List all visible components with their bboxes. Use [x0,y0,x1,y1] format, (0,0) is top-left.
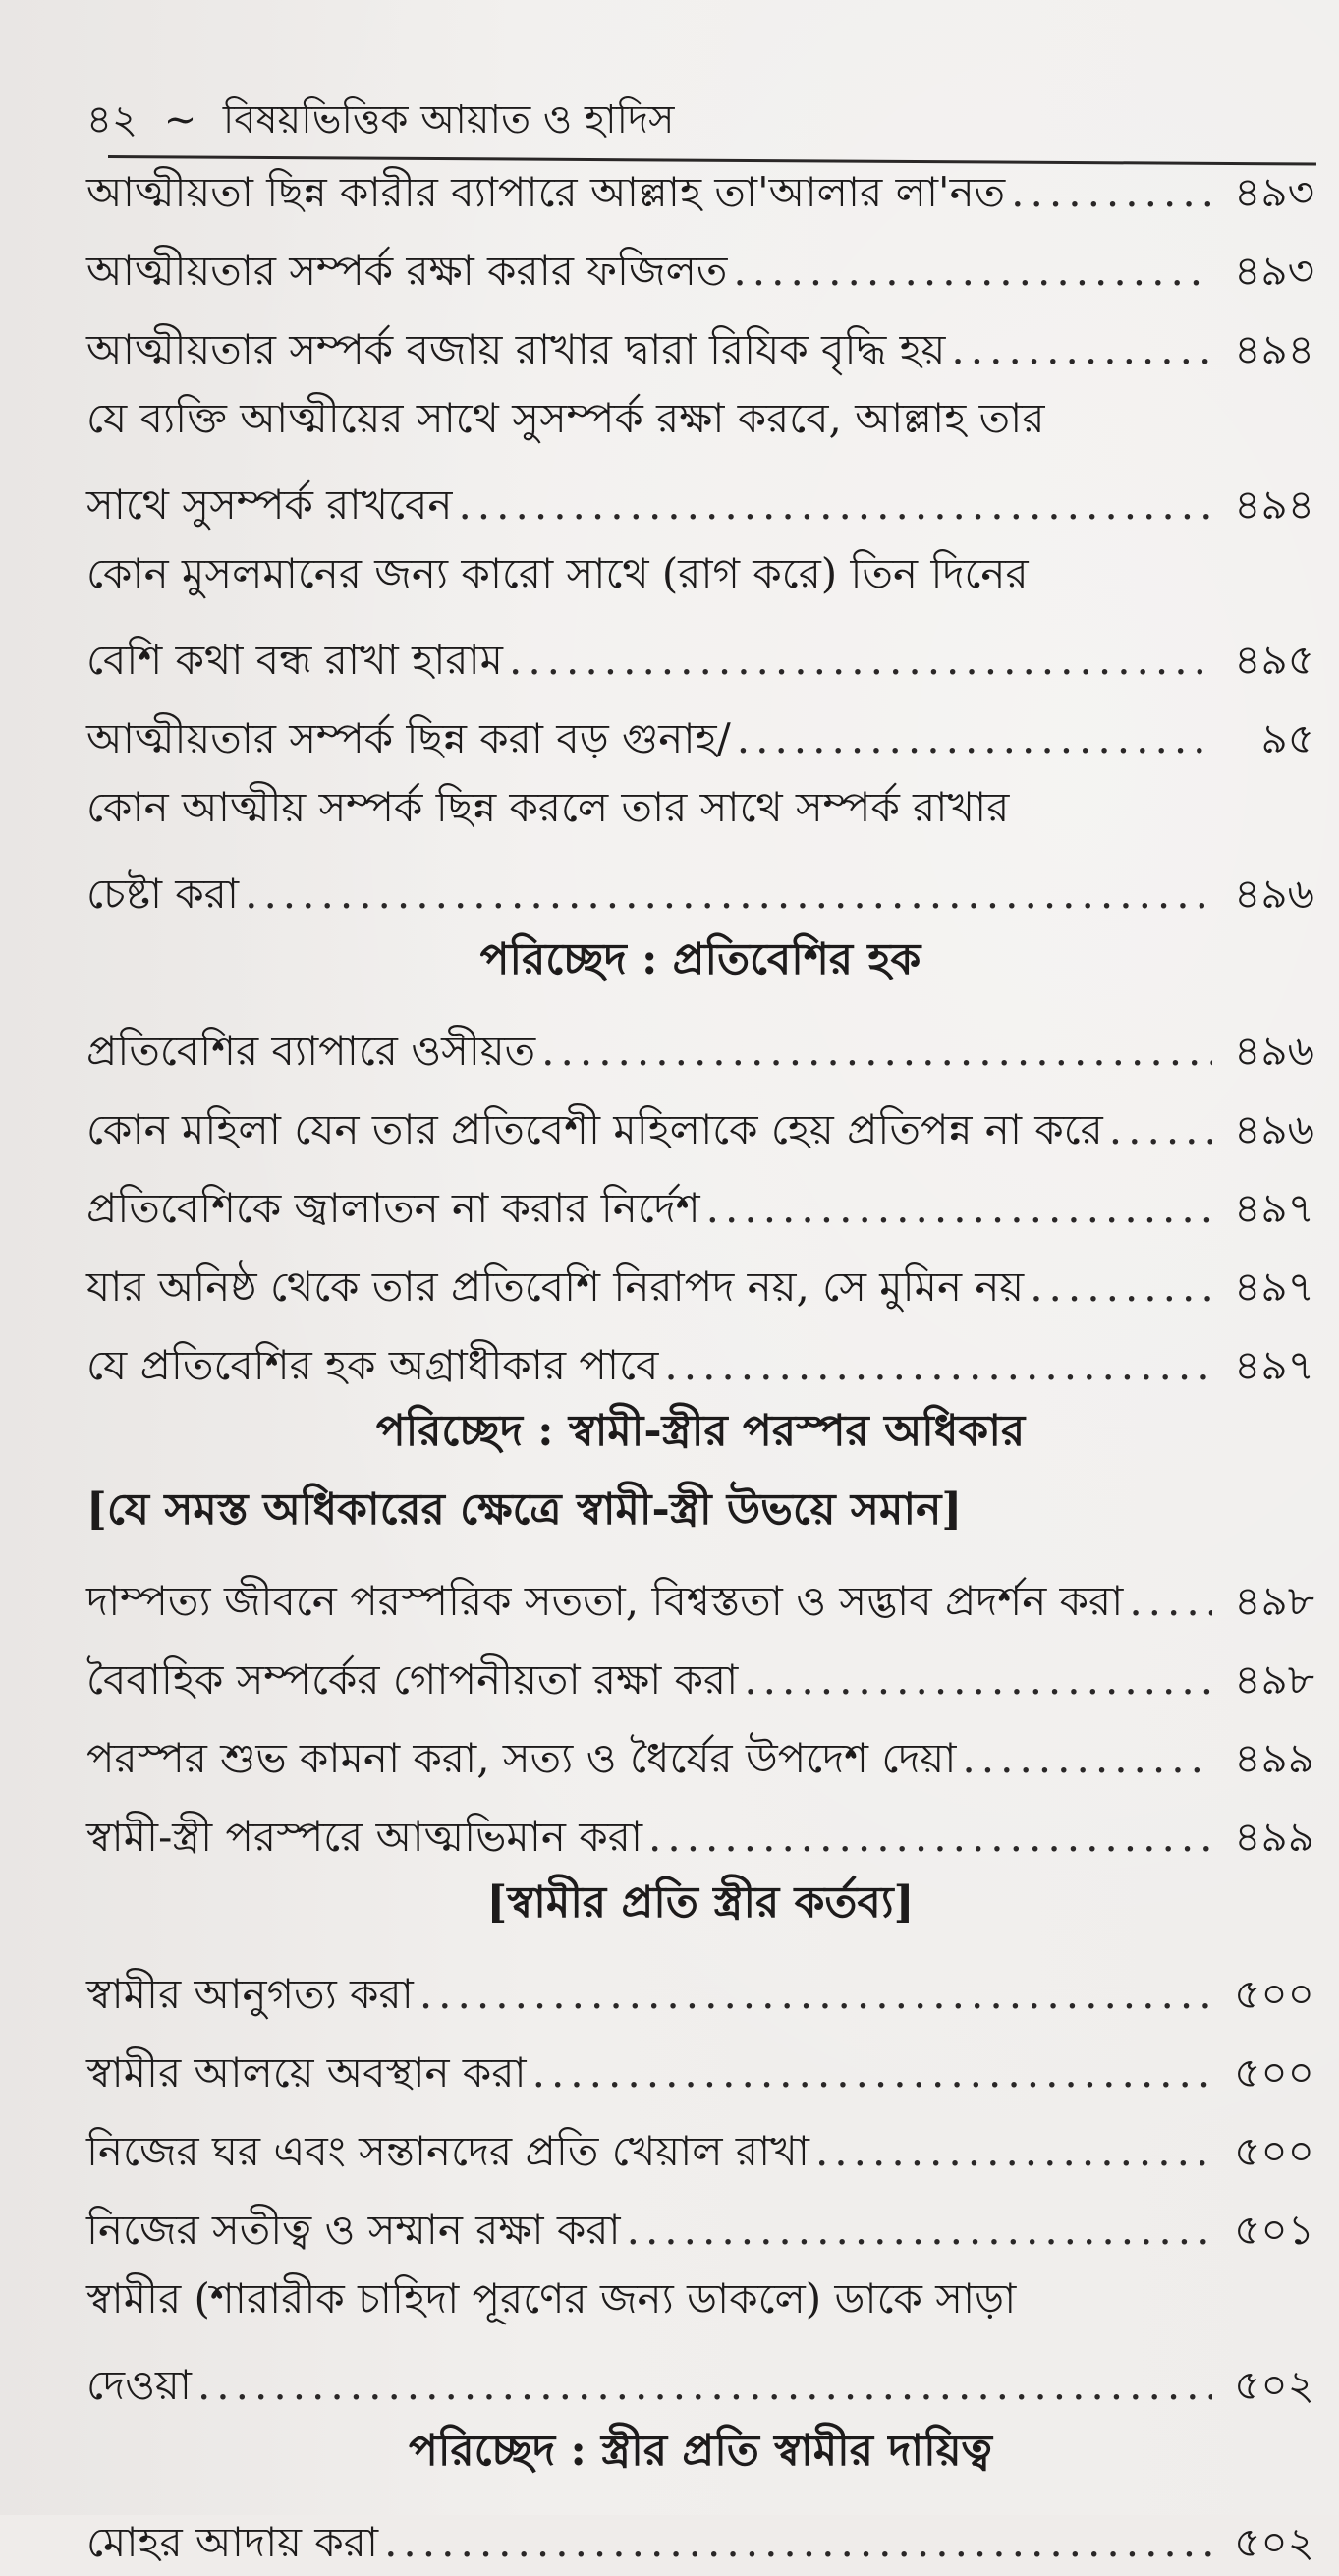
dot-leader [1030,1260,1212,1315]
toc-page-number: ৪৯৪ [1234,325,1314,373]
dot-leader [384,2515,1212,2570]
toc-entry[interactable] [86,1635,1314,1713]
dot-leader [648,1810,1212,1865]
header-separator: ~ [163,97,197,142]
dot-leader [541,1024,1212,1079]
toc-entry-title: আত্মীয়তা ছিন্ন কারীর ব্যাপারে আল্লাহ তা'আলার লা'নত [86,168,1006,216]
toc-entry-title: প্রতিবেশির ব্যাপারে ওসীয়ত [86,1027,536,1075]
toc-page-number: ৪৯৭ [1234,1262,1314,1311]
toc-entry[interactable] [86,147,1314,226]
toc-entry[interactable] [86,462,1314,538]
dot-leader [197,2358,1212,2413]
toc-entry[interactable] [86,226,1314,305]
toc-entry[interactable] [86,2185,1314,2264]
toc-page-number: ৪৯৬ [1234,1027,1314,1075]
toc-entry-title: যার অনিষ্ঠ থেকে তার প্রতিবেশি নিরাপদ নয়, সে মুমিন নয় [86,1262,1025,1311]
toc-entry[interactable] [86,1242,1314,1320]
toc-entry-title: দাম্পত্য জীবনে পরস্পরিক সততা, বিশ্বস্ততা ও সদ্ভাব প্রদর্শন করা [86,1577,1124,1625]
toc-page-number: ৪৯৪ [1234,480,1314,529]
section-heading: পরিচ্ছেদ : স্বামী-স্ত্রীর পরস্পর অধিকার [375,1406,1026,1456]
toc-page-number: ৯৫ [1260,714,1314,762]
table-of-contents [86,147,1314,2576]
dot-leader [744,1652,1212,1708]
toc-entry-title: নিজের ঘর এবং সন্তানদের প্রতি খেয়াল রাখা [86,2127,809,2175]
toc-entry-line: যে ব্যক্তি আত্মীয়ের সাথে সুসম্পর্ক রক্ষা করবে, আল্লাহ তার [86,394,1045,442]
toc-page-number: ৫০১ [1234,2206,1314,2254]
dot-leader [627,2203,1212,2258]
toc-page-number: ৪৯৯ [1234,1813,1314,1861]
toc-entry-line: স্বামীর (শারারীক চাহিদা পূরণের জন্য ডাকলে) ডাকে সাড়া [86,2274,1017,2323]
toc-entry-title: বেশি কথা বন্ধ রাখা হারাম [86,636,503,684]
toc-entry[interactable] [86,1792,1314,1871]
toc-entry-title: স্বামীর আলয়ে অবস্থান করা [86,2048,527,2097]
toc-entry[interactable] [86,1006,1314,1085]
toc-entry-title: স্বামী-স্ত্রী পরস্পরে আত্মভিমান করা [86,1813,642,1861]
toc-entry-title: চেষ্টা করা [86,869,240,918]
dot-leader [245,867,1212,922]
toc-page-number: ৪৯৯ [1234,1734,1314,1782]
toc-entry-title: প্রতিবেশিকে জ্বালাতন না করার নির্দেশ [86,1184,700,1232]
toc-entry[interactable] [86,1556,1314,1635]
toc-entry[interactable] [86,1320,1314,1399]
dot-leader [458,477,1212,532]
toc-entry-title: সাথে সুসম্পর্ক রাখবেন [86,480,453,529]
toc-page-number: ৪৯৬ [1234,869,1314,918]
section-heading: পরিচ্ছেদ : প্রতিবেশির হক [479,934,921,984]
toc-entry-title: পরস্পর শুভ কামনা করা, সত্য ও ধৈর্যের উপদেশ দেয়া [86,1734,957,1782]
header-book-title: বিষয়ভিত্তিক আয়াত ও হাদিস [222,97,675,142]
dot-leader [509,633,1212,688]
toc-page-number: ৪৯৫ [1234,636,1314,684]
dot-leader [737,711,1212,766]
toc-entry[interactable] [86,305,1314,383]
toc-page-number: ৪৯৬ [1234,1105,1314,1153]
toc-entry[interactable] [86,1949,1314,2028]
dot-leader [815,2124,1212,2179]
toc-entry[interactable] [86,2028,1314,2106]
toc-entry-title: স্বামীর আনুগত্য করা [86,1970,414,2018]
dot-leader [419,1967,1212,2022]
dot-leader [664,1338,1212,1393]
dot-leader [706,1181,1212,1236]
dot-leader [1129,1574,1212,1629]
toc-entry-title: মোহর আদায় করা [86,2518,379,2566]
toc-page-number: ৫০২ [1234,2361,1314,2409]
toc-page-number: ৪৯৩ [1234,247,1314,295]
toc-entry[interactable] [86,2342,1314,2419]
section-heading: পরিচ্ছেদ : স্ত্রীর প্রতি স্বামীর দায়িত্ব [409,2426,992,2476]
toc-page-number: ৪৯৭ [1234,1341,1314,1389]
toc-entry[interactable] [86,2106,1314,2185]
toc-entry[interactable] [86,1085,1314,1163]
toc-page-number: ৫০০ [1234,1970,1314,2018]
dot-leader [951,322,1212,377]
running-header [86,90,1305,149]
toc-page-number: ৫০০ [1234,2048,1314,2097]
toc-entry-title: দেওয়া [86,2361,192,2409]
toc-page-number: ৪৯৭ [1234,1184,1314,1232]
section-heading: [স্বামীর প্রতি স্ত্রীর কর্তব্য] [486,1877,915,1928]
toc-entry[interactable] [86,2497,1314,2576]
toc-entry-title: কোন মহিলা যেন তার প্রতিবেশী মহিলাকে হেয় প্রতিপন্ন না করে [86,1105,1103,1153]
toc-page-number: ৪৯৮ [1234,1655,1314,1704]
toc-entry-title: আত্মীয়তার সম্পর্ক ছিন্ন করা বড় গুনাহ/ [86,714,731,762]
toc-entry-title: নিজের সতীত্ব ও সম্মান রক্ষা করা [86,2206,621,2254]
dot-leader [532,2045,1212,2100]
toc-entry[interactable] [86,617,1314,694]
dot-leader [1109,1102,1212,1157]
toc-page-number: ৪৯৩ [1234,168,1314,216]
toc-page-number: ৫০০ [1234,2127,1314,2175]
toc-page-number: ৪৯৮ [1234,1577,1314,1625]
toc-entry-title: বৈবাহিক সম্পর্কের গোপনীয়তা রক্ষা করা [86,1655,739,1704]
toc-page-number: ৫০২ [1234,2518,1314,2566]
dot-leader [1011,165,1212,220]
toc-entry-title: যে প্রতিবেশির হক অগ্রাধীকার পাবে [86,1341,659,1389]
toc-entry[interactable] [86,1163,1314,1242]
toc-entry[interactable] [86,1713,1314,1792]
dot-leader [733,244,1212,299]
dot-leader [962,1731,1212,1786]
toc-entry-title: আত্মীয়তার সম্পর্ক রক্ষা করার ফজিলত [86,247,728,295]
toc-entry-line: কোন মুসলমানের জন্য কারো সাথে (রাগ করে) তিন দিনের [86,549,1029,597]
header-page-number: ৪২ [86,97,138,142]
toc-entry[interactable] [86,851,1314,927]
section-subheading: [যে সমস্ত অধিকারের ক্ষেত্রে স্বামী-স্ত্রী উভয়ে সমান] [86,1484,963,1535]
toc-entry-line: কোন আত্মীয় সম্পর্ক ছিন্ন করলে তার সাথে সম্পর্ক রাখার [86,783,1010,831]
toc-entry-title: আত্মীয়তার সম্পর্ক বজায় রাখার দ্বারা রিযিক বৃদ্ধি হয় [86,325,946,373]
toc-entry[interactable] [86,694,1314,772]
